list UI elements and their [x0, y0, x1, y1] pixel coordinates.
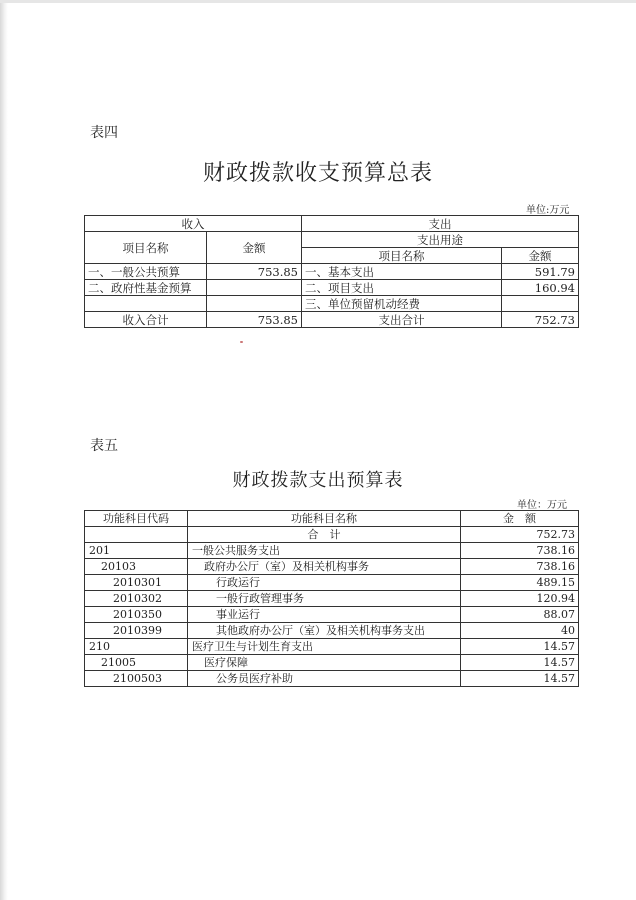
table4-income-name: 二、政府性基金预算 — [85, 280, 207, 296]
table4-total-row — [85, 312, 579, 328]
scan-speck — [240, 341, 243, 343]
table5-code: 21005 — [85, 655, 188, 671]
table-row — [85, 671, 579, 687]
table4-header-amount2: 金额 — [502, 248, 579, 264]
table4-header-item: 项目名称 — [85, 232, 207, 264]
table4-header-item2: 项目名称 — [302, 248, 502, 264]
table5-name: 事业运行 — [188, 607, 461, 623]
table5-header-amount: 金 额 — [461, 511, 579, 527]
table-row — [85, 639, 579, 655]
table5-amount: 14.57 — [461, 639, 579, 655]
table5-total-row — [85, 527, 579, 543]
scan-shadow-top — [0, 0, 636, 3]
table-row — [85, 559, 579, 575]
table4-unit: 单位:万元 — [526, 205, 570, 216]
table4-total-expense-label: 支出合计 — [302, 312, 502, 328]
table4 — [84, 215, 579, 328]
table5-amount: 738.16 — [461, 543, 579, 559]
table5-amount: 14.57 — [461, 655, 579, 671]
table5-code: 210 — [85, 639, 188, 655]
table4-total-expense: 752.73 — [502, 312, 579, 328]
table-row — [85, 623, 579, 639]
table5-amount: 738.16 — [461, 559, 579, 575]
table4-header-expense: 支出 — [302, 216, 579, 232]
table4-income-name: 一、一般公共预算 — [85, 264, 207, 280]
table5-name: 公务员医疗补助 — [188, 671, 461, 687]
table4-header-purpose: 支出用途 — [302, 232, 579, 248]
table5-amount: 88.07 — [461, 607, 579, 623]
table-row — [85, 591, 579, 607]
table4-header-amount: 金额 — [207, 232, 302, 264]
table4-income-amount — [207, 296, 302, 312]
table-row — [85, 575, 579, 591]
table5-amount: 489.15 — [461, 575, 579, 591]
table5-name: 行政运行 — [188, 575, 461, 591]
table5-amount: 14.57 — [461, 671, 579, 687]
table5-header-code: 功能科目代码 — [85, 511, 188, 527]
table5-code: 20103 — [85, 559, 188, 575]
table5-total-label: 合 计 — [188, 527, 461, 543]
table5-amount: 120.94 — [461, 591, 579, 607]
table4-title: 财政拨款收支预算总表 — [202, 161, 433, 186]
table-row — [85, 543, 579, 559]
table5-name: 医疗保障 — [188, 655, 461, 671]
table5-code: 2010399 — [85, 623, 188, 639]
table5-total-code — [85, 527, 188, 543]
table5-unit: 单位：万元 — [517, 500, 567, 511]
table4-income-name — [85, 296, 207, 312]
table5-code: 2010301 — [85, 575, 188, 591]
table-row — [85, 655, 579, 671]
table5-label: 表五 — [90, 438, 118, 454]
table5-name: 一般公共服务支出 — [188, 543, 461, 559]
table-row — [85, 607, 579, 623]
table-row — [85, 296, 579, 312]
table4-income-amount — [207, 280, 302, 296]
table5-title: 财政拨款支出预算表 — [232, 470, 404, 491]
table4-total-income-label: 收入合计 — [85, 312, 207, 328]
table5-amount: 40 — [461, 623, 579, 639]
table5-name: 医疗卫生与计划生育支出 — [188, 639, 461, 655]
table5-name: 政府办公厅（室）及相关机构事务 — [188, 559, 461, 575]
table-row — [85, 264, 579, 280]
table5-name: 其他政府办公厅（室）及相关机构事务支出 — [188, 623, 461, 639]
scan-shadow-left — [0, 0, 8, 900]
table5-header-name: 功能科目名称 — [188, 511, 461, 527]
table4-expense-name: 一、基本支出 — [302, 264, 502, 280]
table4-total-income: 753.85 — [207, 312, 302, 328]
table4-expense-amount — [502, 296, 579, 312]
table4-expense-amount: 160.94 — [502, 280, 579, 296]
table-row — [85, 280, 579, 296]
table5-total-amount: 752.73 — [461, 527, 579, 543]
table5-name: 一般行政管理事务 — [188, 591, 461, 607]
table5-code: 2010350 — [85, 607, 188, 623]
table4-header-income: 收入 — [85, 216, 302, 232]
table5-code: 2100503 — [85, 671, 188, 687]
table4-expense-name: 二、项目支出 — [302, 280, 502, 296]
table5-code: 201 — [85, 543, 188, 559]
table5 — [84, 510, 579, 687]
table4-expense-name: 三、单位预留机动经费 — [302, 296, 502, 312]
table5-code: 2010302 — [85, 591, 188, 607]
table4-label: 表四 — [90, 125, 118, 141]
table4-income-amount: 753.85 — [207, 264, 302, 280]
table4-expense-amount: 591.79 — [502, 264, 579, 280]
